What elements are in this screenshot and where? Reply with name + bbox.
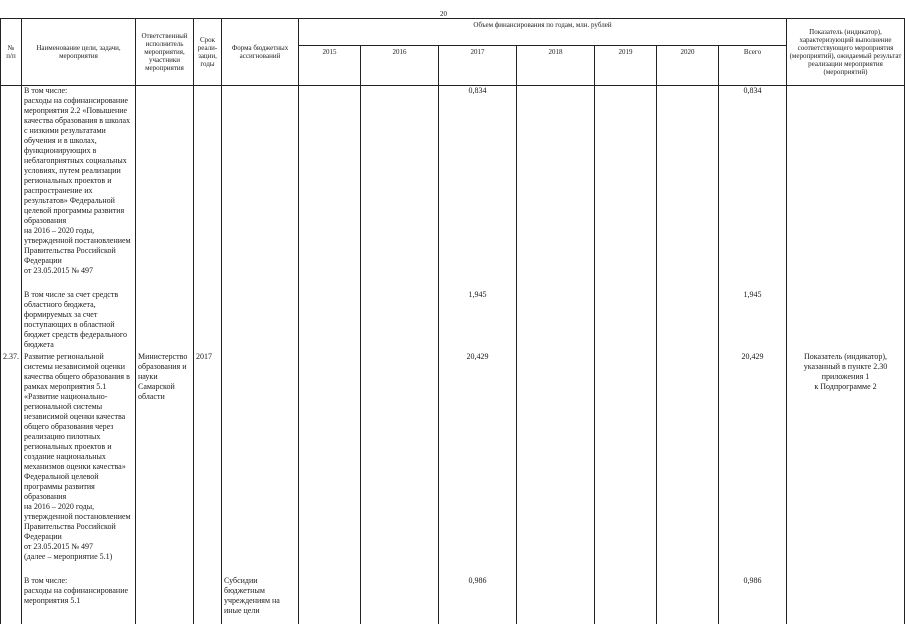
row-indicator xyxy=(787,86,905,291)
value-2020 xyxy=(657,576,719,624)
value-2017: 20,429 xyxy=(439,352,517,576)
row-number xyxy=(1,290,22,352)
table-row xyxy=(1,290,905,352)
row-executor xyxy=(136,290,194,352)
value-2015 xyxy=(299,290,361,352)
value-total: 1,945 xyxy=(719,290,787,352)
row-name: В том числе: расходы на софинансирование мероприятия 5.1 xyxy=(22,576,136,624)
value-2019 xyxy=(595,352,657,576)
row-term xyxy=(194,290,222,352)
value-2015 xyxy=(299,576,361,624)
header-indicator: Показатель (индикатор), характеризующий выполнение соответствующего мероприятия (мероприятий), ожидаемый результат реализации мероприятия (мероприятий) xyxy=(787,19,905,86)
value-total: 0,834 xyxy=(719,86,787,291)
row-indicator xyxy=(787,290,905,352)
row-executor xyxy=(136,576,194,624)
value-2019 xyxy=(595,576,657,624)
header-total: Всего xyxy=(719,46,787,86)
table-row xyxy=(1,86,905,291)
header-executor: Ответственный исполнитель мероприятия, участники мероприятия xyxy=(136,19,194,86)
value-2017: 0,834 xyxy=(439,86,517,291)
value-2018 xyxy=(517,576,595,624)
row-form: Субсидии бюджетным учреждениям на иные цели xyxy=(222,576,299,624)
header-name: Наименование цели, задачи, мероприятия xyxy=(22,19,136,86)
value-2019 xyxy=(595,290,657,352)
header-year-2015: 2015 xyxy=(299,46,361,86)
row-name: Развитие региональной системы независимой оценки качества общего образования в рамках мероприятия 5.1 «Развитие национально-региональной системы независимой оценки качества общего образования через реализацию пилотных региональных проектов и создание национальных механизмов оценки качества» Федеральной целевой программы развития образования на 2016 – 2020 годы, утвержденной постановлением Правительства Российской Федерации от 23.05.2015 № 497 (далее – мероприятие 5.1) xyxy=(22,352,136,576)
value-2020 xyxy=(657,86,719,291)
value-total: 20,429 xyxy=(719,352,787,576)
row-name: В том числе за счет средств областного бюджета, формируемых за счет поступающих в областной бюджет средств федерального бюджета xyxy=(22,290,136,352)
row-indicator: Показатель (индикатор), указанный в пункте 2.30 приложения 1 к Подпрограмме 2 xyxy=(787,352,905,576)
header-year-2019: 2019 xyxy=(595,46,657,86)
value-2015 xyxy=(299,352,361,576)
header-year-2018: 2018 xyxy=(517,46,595,86)
value-2016 xyxy=(361,352,439,576)
table-row xyxy=(1,352,905,576)
row-number xyxy=(1,576,22,624)
header-number: № п/п xyxy=(1,19,22,86)
row-number xyxy=(1,86,22,291)
table-row xyxy=(1,576,905,624)
row-number: 2.37. xyxy=(1,352,22,576)
value-2016 xyxy=(361,290,439,352)
value-2018 xyxy=(517,352,595,576)
financing-table xyxy=(0,18,905,624)
value-2017: 1,945 xyxy=(439,290,517,352)
value-2017: 0,986 xyxy=(439,576,517,624)
row-form xyxy=(222,352,299,576)
row-executor xyxy=(136,86,194,291)
header-year-2020: 2020 xyxy=(657,46,719,86)
row-term xyxy=(194,576,222,624)
value-total: 0,986 xyxy=(719,576,787,624)
header-term: Срок реали-зации, годы xyxy=(194,19,222,86)
value-2019 xyxy=(595,86,657,291)
row-executor: Министерство образования и науки Самарской области xyxy=(136,352,194,576)
value-2018 xyxy=(517,290,595,352)
value-2016 xyxy=(361,576,439,624)
value-2020 xyxy=(657,290,719,352)
header-year-2017: 2017 xyxy=(439,46,517,86)
value-2016 xyxy=(361,86,439,291)
header-volume: Объем финансирования по годам, млн. рублей xyxy=(299,19,787,46)
row-name: В том числе: расходы на софинансирование мероприятия 2.2 «Повышение качества образования в школах с низкими результатами обучения и в школах, функционирующих в неблагоприятных социальных условиях, путем реализации региональных проектов и распространение их результатов» Федеральной целевой программы развития образования на 2016 – 2020 годы, утвержденной постановлением Правительства Российской Федерации от 23.05.2015 № 497 xyxy=(22,86,136,291)
row-form xyxy=(222,86,299,291)
value-2018 xyxy=(517,86,595,291)
row-indicator xyxy=(787,576,905,624)
row-term: 2017 xyxy=(194,352,222,576)
row-form xyxy=(222,290,299,352)
value-2020 xyxy=(657,352,719,576)
value-2015 xyxy=(299,86,361,291)
row-term xyxy=(194,86,222,291)
page-number: 20 xyxy=(440,10,447,18)
header-form: Форма бюджетных ассигнований xyxy=(222,19,299,86)
header-year-2016: 2016 xyxy=(361,46,439,86)
